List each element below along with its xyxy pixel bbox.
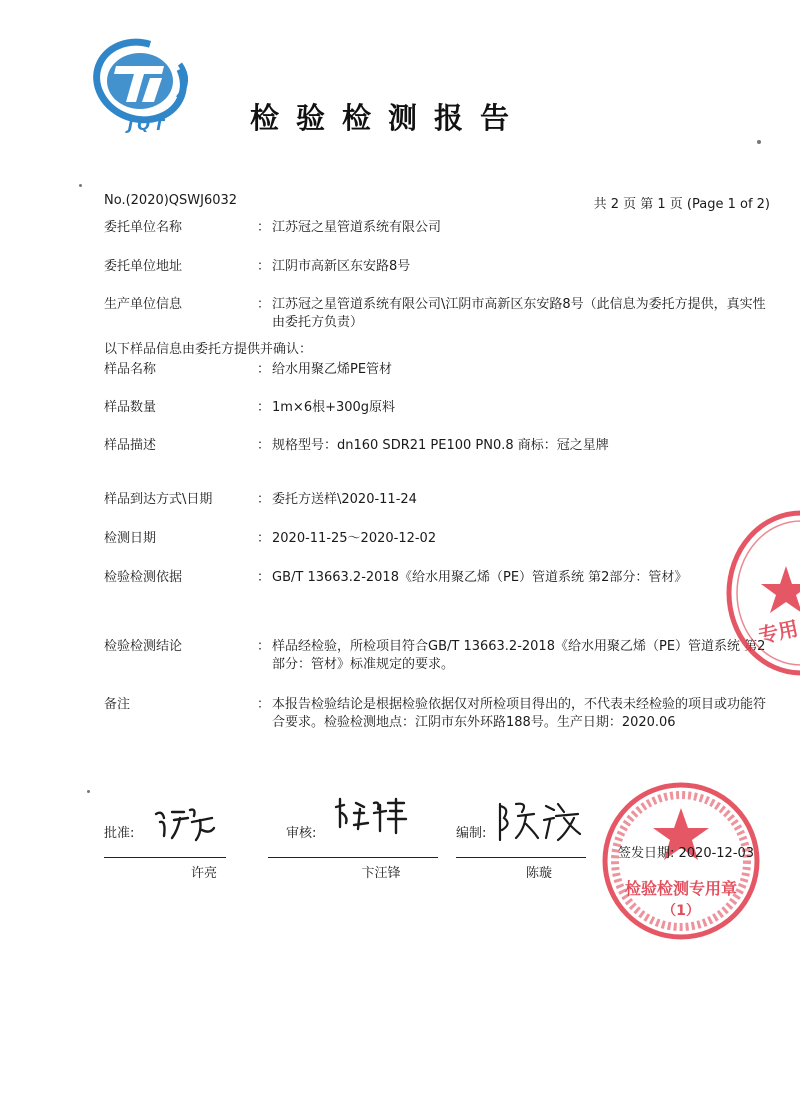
field-colon: ： — [257, 259, 271, 274]
field-colon: ： — [257, 220, 271, 235]
official-seal-stamp — [600, 780, 762, 942]
sample-info-note: 以下样品信息由委托方提供并确认： — [104, 342, 313, 357]
page-title: 检验检测报告 — [250, 101, 527, 135]
compile-label: 编制: — [456, 826, 487, 841]
approve-underline — [104, 857, 226, 858]
compiler-name: 陈璇 — [525, 866, 552, 881]
field-label: 样品描述 — [104, 438, 157, 453]
field-label: 检验检测结论 — [104, 639, 183, 654]
field-label: 备注 — [104, 697, 131, 712]
field-value: 样品经检验，所检项目符合GB/T 13663.2-2018《给水用聚乙烯（PE）管道系统 第2部分：管材》标准规定的要求。 — [272, 639, 766, 672]
field-value: 2020-11-25～2020-12-02 — [272, 531, 437, 546]
field-value: 江苏冠之星管道系统有限公司\江阴市高新区东安路8号（此信息为委托方提供，真实性由委托方负责） — [272, 297, 766, 330]
field-label: 检测日期 — [104, 531, 157, 546]
field-colon: ： — [257, 697, 271, 712]
logo-text: JQT — [127, 116, 169, 134]
field-value: 本报告检验结论是根据检验依据仅对所检项目得出的，不代表未经检验的项目或功能符合要求。检验检测地点：江阴市东外环路188号。生产日期：2020.06 — [272, 697, 767, 730]
field-colon: ： — [257, 531, 271, 546]
field-colon: ： — [257, 297, 271, 312]
field-colon: ： — [257, 639, 271, 654]
field-label: 委托单位地址 — [104, 259, 183, 274]
field-value: 1m×6根+300g原料 — [272, 400, 396, 415]
reviewer-signature — [330, 795, 410, 837]
scan-speck — [757, 140, 761, 144]
side-seal-stamp — [716, 508, 800, 678]
field-colon: ： — [257, 400, 271, 415]
field-value: 给水用聚乙烯PE管材 — [272, 362, 393, 377]
field-colon: ： — [257, 362, 271, 377]
field-colon: ： — [257, 570, 271, 585]
approve-label: 批准: — [104, 826, 135, 841]
side-stamp-text: 专用 — [756, 616, 800, 648]
field-label: 委托单位名称 — [104, 220, 183, 235]
field-value: 委托方送样\2020-11-24 — [272, 492, 417, 507]
field-value: 规格型号：dn160 SDR21 PE100 PN0.8 商标：冠之星牌 — [272, 438, 609, 453]
compiler-signature — [494, 798, 584, 846]
scan-speck — [87, 790, 90, 793]
field-colon: ： — [257, 492, 271, 507]
scan-speck — [79, 184, 82, 187]
issue-date: 签发日期: 2020-12-03 — [618, 846, 755, 861]
approver-name: 许亮 — [190, 866, 217, 881]
field-value: 江苏冠之星管道系统有限公司 — [272, 220, 442, 235]
seal-number: （1） — [662, 903, 700, 919]
approver-signature — [150, 800, 220, 845]
compile-underline — [456, 857, 586, 858]
field-label: 样品到达方式\日期 — [104, 492, 213, 507]
company-logo — [92, 36, 202, 136]
seal-text: 检验检测专用章 — [624, 879, 737, 898]
page-indicator: 共 2 页 第 1 页 (Page 1 of 2) — [593, 197, 770, 212]
field-value: 江阴市高新区东安路8号 — [272, 259, 411, 274]
reviewer-name: 卞汪锋 — [361, 866, 401, 881]
field-label: 样品名称 — [104, 362, 157, 377]
review-label: 审核: — [286, 826, 317, 841]
review-underline — [268, 857, 438, 858]
field-label: 生产单位信息 — [104, 297, 183, 312]
field-label: 样品数量 — [104, 400, 157, 415]
field-label: 检验检测依据 — [104, 570, 183, 585]
report-number: No.(2020)QSWJ6032 — [104, 193, 238, 208]
field-value: GB/T 13663.2-2018《给水用聚乙烯（PE）管道系统 第2部分：管材》 — [272, 570, 688, 585]
field-colon: ： — [257, 438, 271, 453]
